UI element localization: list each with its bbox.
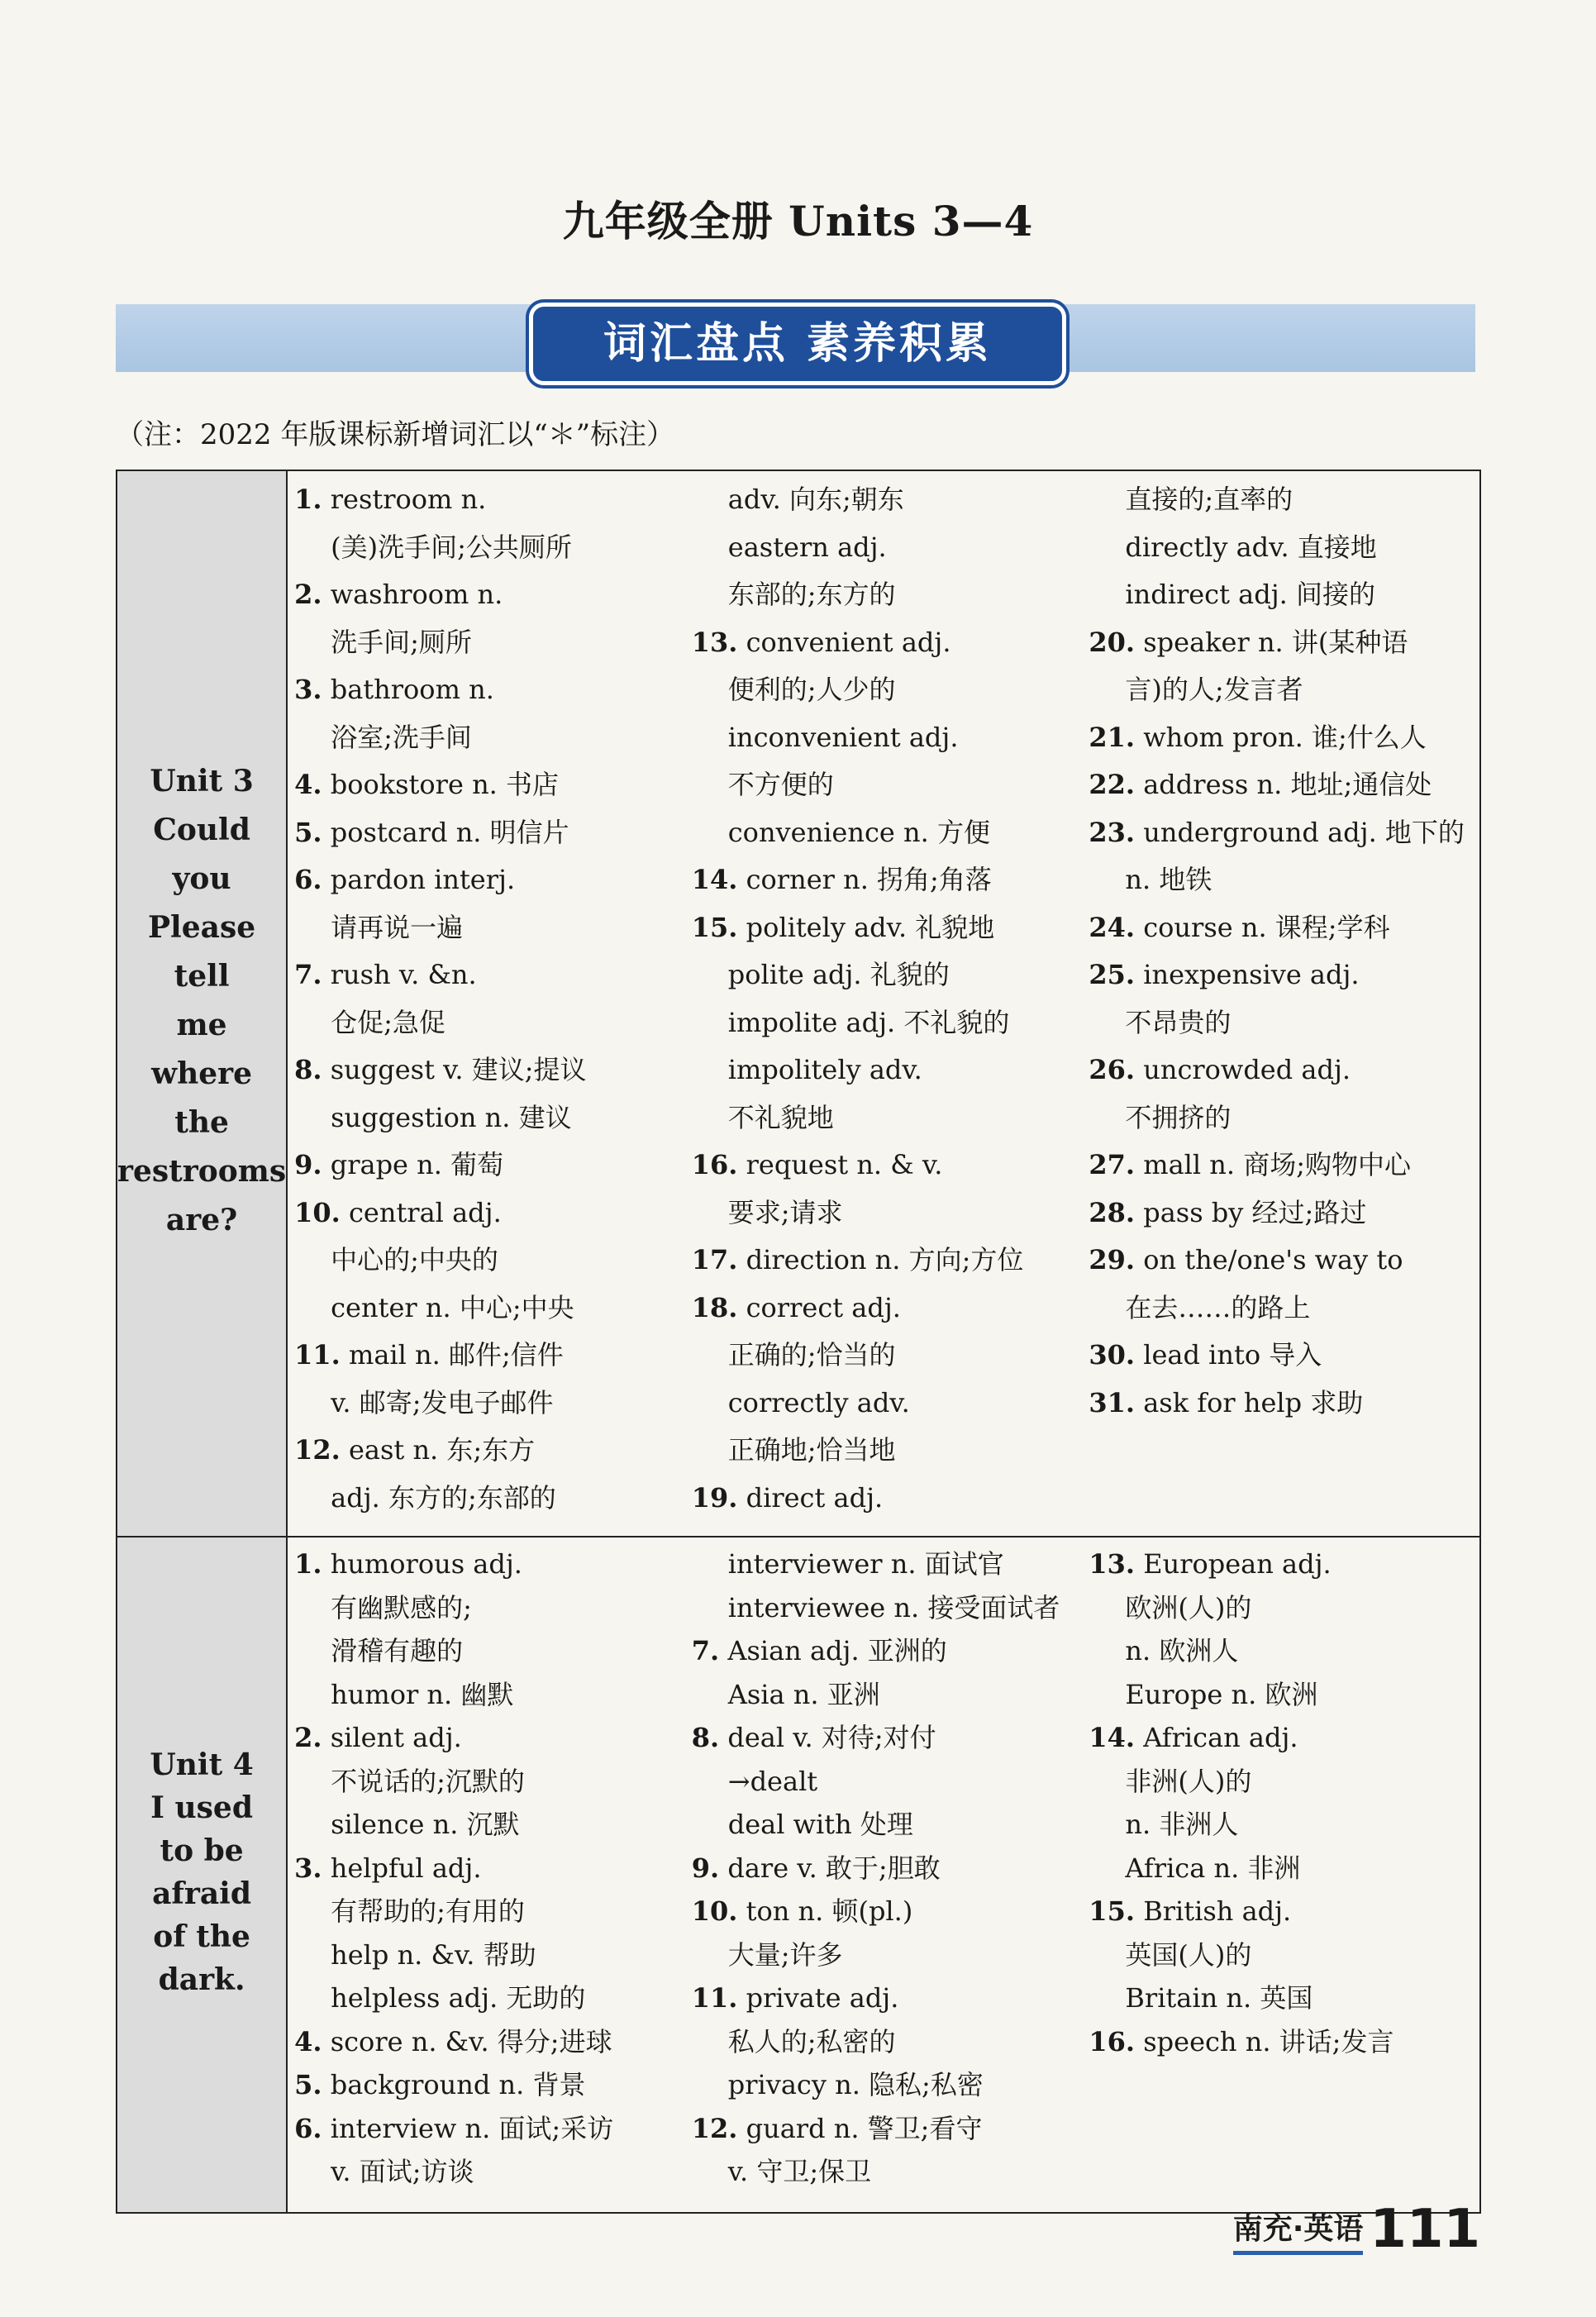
unit4-col2 [685, 1542, 1083, 2212]
vocab-line [692, 1673, 1083, 1717]
vocab-line [294, 2063, 685, 2107]
entry-text: request n. & v. [746, 1149, 943, 1180]
entry-text: Africa n. 非洲 [1125, 1852, 1301, 1884]
entry-number: 8. [294, 1054, 322, 1085]
entry-text: ask for help 求助 [1143, 1386, 1364, 1418]
entry-text: 请再说一遍 [331, 911, 464, 943]
footer-label: 南充·英语 [1233, 2205, 1364, 2255]
entry-number: 4. [294, 2025, 322, 2057]
unit-label-word: where [151, 1056, 253, 1091]
vocab-line [692, 1976, 1083, 2020]
entry-text: silent adj. [330, 1722, 462, 1753]
vocab-line [294, 1189, 685, 1237]
entry-number: 19. [691, 1481, 738, 1514]
entry-number: 3. [294, 674, 322, 705]
entry-text: helpless adj. 无助的 [331, 1982, 586, 2014]
entry-text: 浴室;洗手间 [331, 721, 472, 753]
vocab-table [116, 470, 1481, 2214]
entry-text: 正确地;恰当地 [727, 1434, 896, 1466]
entry-text: n. 非洲人 [1125, 1809, 1239, 1840]
unit4-label [117, 1538, 286, 2207]
unit-label-word: me [176, 1008, 227, 1042]
unit3-vocab-cell [287, 470, 1480, 1537]
vocab-line [294, 2107, 685, 2151]
entry-text: 在去……的路上 [1125, 1291, 1311, 1323]
entry-text: 英国(人)的 [1125, 1938, 1252, 1971]
vocab-line [1089, 1285, 1479, 1333]
vocab-line [294, 856, 685, 904]
vocab-line [294, 1237, 685, 1285]
entry-number: 13. [691, 626, 738, 658]
entry-text: 言)的人;发言者 [1125, 674, 1303, 705]
entry-number: 14. [691, 864, 738, 895]
vocab-line [294, 1285, 685, 1333]
entry-number: 30. [1089, 1339, 1136, 1371]
entry-text: European adj. [1143, 1548, 1332, 1580]
entry-text: correct adj. [746, 1291, 901, 1323]
entry-text: 有幽默感的; [331, 1591, 472, 1623]
vocab-line [692, 1933, 1083, 1977]
entry-text: Asian adj. 亚洲的 [727, 1635, 947, 1666]
entry-text: n. 地铁 [1125, 864, 1212, 895]
vocab-line [1089, 2020, 1479, 2064]
vocab-line [1089, 1046, 1479, 1094]
vocab-line [294, 1976, 685, 2020]
unit3-col3 [1082, 476, 1479, 1536]
entry-number: 18. [691, 1291, 738, 1323]
unit3-label-cell [117, 470, 287, 1537]
entry-text: interviewer n. 面试官 [727, 1548, 1004, 1580]
vocab-line [294, 619, 685, 667]
entry-text: suggest v. 建议;提议 [330, 1054, 587, 1085]
entry-number: 9. [294, 1149, 322, 1180]
vocab-line [294, 666, 685, 714]
vocab-line [1089, 1716, 1479, 1760]
entry-text: bathroom n. [330, 674, 494, 705]
vocab-line [1089, 761, 1479, 809]
entry-text: polite adj. 礼貌的 [727, 959, 950, 990]
entry-number: 9. [691, 1852, 720, 1884]
page-title: 九年级全册 Units 3—4 [562, 197, 1034, 246]
vocab-line [1089, 1189, 1479, 1237]
entry-number: 16. [691, 1149, 738, 1180]
vocab-line [1089, 1380, 1479, 1428]
entry-number: 31. [1089, 1386, 1136, 1418]
entry-text: 有帮助的;有用的 [331, 1895, 525, 1927]
unit3-col2 [685, 476, 1083, 1536]
vocab-line [692, 1475, 1083, 1523]
vocab-line [1089, 1586, 1479, 1630]
vocab-line [294, 1094, 685, 1142]
vocab-line [692, 1542, 1083, 1586]
unit-label-word: restrooms [117, 1154, 287, 1189]
unit3-row [117, 470, 1480, 1537]
entry-text: rush v. &n. [330, 959, 477, 990]
entry-number: 2. [294, 1722, 322, 1753]
vocab-line [692, 1760, 1083, 1804]
entry-text: 不方便的 [727, 769, 834, 800]
unit3-label [117, 471, 286, 1531]
unit-label-word: you [172, 861, 231, 896]
vocab-line [294, 1586, 685, 1630]
entry-text: washroom n. [330, 579, 503, 610]
entry-number: 5. [294, 2069, 322, 2100]
entry-text: on the/one's way to [1143, 1244, 1403, 1275]
entry-text: Europe n. 欧洲 [1125, 1678, 1318, 1710]
entry-number: 2. [294, 579, 322, 610]
vocab-line [692, 2107, 1083, 2151]
unit-label-word: Unit 3 [150, 764, 254, 799]
entry-text: suggestion n. 建议 [331, 1101, 572, 1133]
vocab-line [692, 571, 1083, 619]
entry-text: address n. 地址;通信处 [1143, 769, 1432, 800]
vocab-line [692, 809, 1083, 857]
vocab-line [294, 1046, 685, 1094]
unit-label-word: Please [147, 910, 256, 945]
vocab-line [294, 2020, 685, 2064]
vocab-line [692, 1427, 1083, 1475]
entry-text: →dealt [727, 1765, 818, 1797]
entry-text: indirect adj. 间接的 [1125, 579, 1375, 610]
vocab-line [294, 1380, 685, 1428]
unit3-col1 [288, 476, 685, 1536]
vocab-line [294, 999, 685, 1047]
entry-text: silence n. 沉默 [331, 1809, 520, 1840]
entry-text: 仓促;急促 [331, 1006, 445, 1038]
entry-text: help n. &v. 帮助 [331, 1938, 536, 1971]
unit-label-word: are? [165, 1203, 238, 1237]
vocab-line [294, 1890, 685, 1933]
entry-text: Britain n. 英国 [1125, 1982, 1313, 2014]
vocab-line [1089, 1933, 1479, 1977]
vocab-line [692, 999, 1083, 1047]
unit-label-word: I used [150, 1790, 253, 1825]
vocab-line [1089, 809, 1479, 857]
unit4-row [117, 1537, 1480, 2213]
entry-text: 直接的;直率的 [1125, 484, 1293, 515]
entry-text: impolite adj. 不礼貌的 [727, 1006, 1010, 1038]
entry-text: 正确的;恰当的 [727, 1339, 896, 1371]
entry-number: 7. [691, 1635, 720, 1666]
entry-number: 1. [294, 484, 322, 515]
vocab-line [294, 524, 685, 572]
entry-text: east n. 东;东方 [348, 1434, 536, 1466]
unit-label-word: of the [153, 1919, 250, 1954]
entry-text: 滑稽有趣的 [331, 1635, 464, 1666]
vocab-line [692, 524, 1083, 572]
vocab-line [692, 1285, 1083, 1333]
entry-text: whom pron. 谁;什么人 [1143, 721, 1427, 753]
entry-text: British adj. [1143, 1895, 1292, 1927]
vocab-line [1089, 1332, 1479, 1380]
entry-text: humor n. 幽默 [331, 1678, 514, 1710]
entry-number: 26. [1089, 1054, 1136, 1085]
unit-label-word: the [174, 1105, 229, 1140]
entry-text: lead into 导入 [1143, 1339, 1322, 1371]
entry-text: background n. 背景 [330, 2069, 586, 2100]
entry-text: bookstore n. 书店 [330, 769, 560, 800]
vocab-line [1089, 571, 1479, 619]
entry-text: politely adv. 礼貌地 [746, 911, 995, 943]
vocab-line [1089, 666, 1479, 714]
entry-text: restroom n. [330, 484, 487, 515]
entry-text: African adj. [1143, 1722, 1298, 1753]
vocab-line [692, 1237, 1083, 1285]
entry-text: eastern adj. [727, 531, 887, 563]
entry-text: correctly adv. [727, 1386, 910, 1418]
entry-number: 11. [294, 1339, 341, 1371]
entry-number: 20. [1089, 626, 1136, 658]
entry-text: adv. 向东;朝东 [727, 484, 904, 515]
vocab-line [1089, 1976, 1479, 2020]
entry-text: direction n. 方向;方位 [746, 1244, 1024, 1275]
entry-text: convenience n. 方便 [727, 816, 990, 848]
entry-text: 非洲(人)的 [1125, 1765, 1252, 1797]
entry-text: 大量;许多 [727, 1938, 843, 1971]
vocab-line [692, 714, 1083, 762]
vocab-line [692, 1189, 1083, 1237]
vocab-line [692, 1332, 1083, 1380]
unit-label-word: tell [174, 959, 230, 994]
entry-text: inconvenient adj. [727, 721, 959, 753]
entry-text: 洗手间;厕所 [331, 626, 472, 658]
entry-text: score n. &v. 得分;进球 [330, 2025, 612, 2057]
entry-number: 13. [1089, 1548, 1136, 1580]
entry-text: v. 邮寄;发电子邮件 [331, 1386, 554, 1418]
entry-text: underground adj. 地下的 [1143, 816, 1465, 848]
entry-number: 10. [691, 1895, 738, 1927]
vocab-line [1089, 856, 1479, 904]
vocab-line [692, 1890, 1083, 1933]
entry-text: inexpensive adj. [1143, 959, 1360, 990]
vocab-line [294, 1803, 685, 1847]
entry-text: (美)洗手间;公共厕所 [331, 531, 572, 563]
entry-text: deal v. 对待;对付 [727, 1722, 936, 1753]
vocab-line [294, 1475, 685, 1523]
entry-number: 1. [294, 1548, 322, 1580]
entry-number: 16. [1089, 2025, 1136, 2057]
entry-text: mail n. 邮件;信件 [348, 1339, 564, 1371]
entry-text: uncrowded adj. [1143, 1054, 1351, 1085]
entry-number: 15. [691, 911, 738, 943]
entry-text: v. 守卫;保卫 [727, 2156, 872, 2187]
entry-text: ton n. 顿(pl.) [746, 1895, 913, 1927]
entry-text: mall n. 商场;购物中心 [1143, 1149, 1412, 1180]
vocab-line [692, 619, 1083, 667]
entry-number: 27. [1089, 1149, 1136, 1180]
vocab-line [1089, 951, 1479, 999]
entry-text: interview n. 面试;采访 [330, 2112, 614, 2144]
entry-number: 12. [691, 2112, 738, 2144]
entry-text: convenient adj. [746, 626, 951, 658]
vocab-line [692, 1046, 1083, 1094]
vocab-line [294, 1142, 685, 1189]
entry-text: guard n. 警卫;看守 [746, 2112, 983, 2144]
vocab-line [1089, 904, 1479, 952]
entry-number: 8. [691, 1722, 720, 1753]
vocab-line [1089, 1673, 1479, 1717]
vocab-line [692, 666, 1083, 714]
entry-text: impolitely adv. [727, 1054, 922, 1085]
vocab-line [1089, 999, 1479, 1047]
vocab-line [294, 809, 685, 857]
vocab-line [294, 2150, 685, 2194]
vocab-line [294, 571, 685, 619]
page-number: 111 [1370, 2199, 1480, 2260]
entry-number: 10. [294, 1196, 341, 1228]
vocab-line [294, 904, 685, 952]
vocab-line [294, 1847, 685, 1890]
entry-number: 6. [294, 864, 322, 895]
entry-text: n. 欧洲人 [1125, 1635, 1239, 1666]
entry-text: pass by 经过;路过 [1143, 1196, 1367, 1228]
entry-text: helpful adj. [330, 1852, 482, 1884]
vocab-line [1089, 1890, 1479, 1933]
entry-text: 不说话的;沉默的 [331, 1765, 525, 1797]
vocab-line [1089, 1237, 1479, 1285]
vocab-line [294, 1716, 685, 1760]
page-footer [1233, 2199, 1480, 2260]
entry-number: 5. [294, 816, 322, 848]
entry-text: 中心的;中央的 [331, 1244, 498, 1275]
vocab-line [692, 2063, 1083, 2107]
unit-label-word: to be [160, 1833, 244, 1868]
entry-text: grape n. 葡萄 [330, 1149, 504, 1180]
entry-number: 23. [1089, 816, 1136, 848]
vocab-line [692, 951, 1083, 999]
entry-number: 29. [1089, 1244, 1136, 1275]
entry-text: directly adv. 直接地 [1125, 531, 1377, 563]
vocab-line [294, 761, 685, 809]
entry-number: 15. [1089, 1895, 1136, 1927]
vocab-line [692, 476, 1083, 524]
entry-text: 东部的;东方的 [727, 579, 896, 610]
entry-text: direct adj. [746, 1481, 884, 1514]
section-banner: 词汇盘点 素养积累 [529, 303, 1066, 385]
vocab-line [692, 2020, 1083, 2064]
entry-text: 私人的;私密的 [727, 2025, 896, 2057]
entry-text: postcard n. 明信片 [330, 816, 569, 848]
vocab-line [1089, 1760, 1479, 1804]
vocab-line [1089, 1094, 1479, 1142]
vocab-line [294, 1332, 685, 1380]
vocab-line [1089, 1629, 1479, 1673]
vocab-line [692, 1629, 1083, 1673]
vocab-line [1089, 1542, 1479, 1586]
unit4-label-cell [117, 1537, 287, 2213]
entry-text: 便利的;人少的 [727, 674, 896, 705]
entry-text: dare v. 敢于;胆敢 [727, 1852, 941, 1884]
entry-text: course n. 课程;学科 [1143, 911, 1390, 943]
vocab-line [1089, 619, 1479, 667]
vocab-line [294, 1629, 685, 1673]
entry-number: 4. [294, 769, 322, 800]
entry-text: 不礼貌地 [727, 1101, 834, 1133]
entry-number: 24. [1089, 911, 1136, 943]
vocab-line [1089, 1847, 1479, 1890]
vocab-line [692, 1380, 1083, 1428]
unit-label-word: Could [153, 813, 250, 847]
entry-text: speech n. 讲话;发言 [1143, 2025, 1394, 2057]
vocab-line [1089, 1803, 1479, 1847]
entry-text: central adj. [348, 1196, 502, 1228]
entry-text: speaker n. 讲(某种语 [1143, 626, 1408, 658]
entry-text: interviewee n. 接受面试者 [727, 1591, 1060, 1623]
entry-text: pardon interj. [330, 864, 516, 895]
vocab-line [1089, 714, 1479, 762]
entry-number: 6. [294, 2112, 322, 2144]
entry-number: 25. [1089, 959, 1136, 990]
unit-label-word: dark. [158, 1962, 245, 1997]
unit4-col3 [1082, 1542, 1479, 2212]
unit4-col1 [288, 1542, 685, 2212]
entry-number: 12. [294, 1434, 341, 1466]
entry-text: privacy n. 隐私;私密 [727, 2069, 984, 2100]
vocab-line [294, 1427, 685, 1475]
entry-number: 28. [1089, 1196, 1136, 1228]
vocab-line [692, 2150, 1083, 2194]
entry-text: deal with 处理 [727, 1809, 913, 1840]
entry-number: 21. [1089, 721, 1136, 753]
entry-number: 7. [294, 959, 322, 990]
vocab-line [692, 1142, 1083, 1189]
entry-text: humorous adj. [330, 1548, 522, 1580]
entry-text: private adj. [746, 1982, 899, 2014]
entry-text: center n. 中心;中央 [331, 1291, 574, 1323]
entry-text: 不拥挤的 [1125, 1101, 1232, 1133]
note: （注：2022 年版课标新增词汇以“＊”标注） [116, 418, 675, 451]
vocab-line [692, 1716, 1083, 1760]
entry-text: 欧洲(人)的 [1125, 1591, 1252, 1623]
unit-label-word: afraid [152, 1876, 252, 1911]
vocab-line [692, 761, 1083, 809]
entry-number: 22. [1089, 769, 1136, 800]
vocab-line [294, 1673, 685, 1717]
vocab-line [1089, 476, 1479, 524]
vocab-line [294, 476, 685, 524]
entry-number: 14. [1089, 1722, 1136, 1753]
entry-text: 不昂贵的 [1125, 1006, 1232, 1038]
vocab-line [692, 1586, 1083, 1630]
vocab-line [294, 1542, 685, 1586]
entry-number: 17. [691, 1244, 738, 1275]
vocab-line [294, 1760, 685, 1804]
unit-label-word: Unit 4 [150, 1747, 254, 1782]
unit4-vocab-cell [287, 1537, 1480, 2213]
vocab-line [692, 904, 1083, 952]
entry-text: Asia n. 亚洲 [727, 1678, 880, 1710]
vocab-line [692, 1094, 1083, 1142]
vocab-line [294, 714, 685, 762]
vocab-line [692, 1803, 1083, 1847]
vocab-line [1089, 1142, 1479, 1189]
entry-text: adj. 东方的;东部的 [331, 1481, 556, 1514]
vocab-line [692, 1847, 1083, 1890]
entry-text: 要求;请求 [727, 1196, 843, 1228]
entry-text: v. 面试;访谈 [331, 2156, 474, 2187]
vocab-line [1089, 524, 1479, 572]
entry-number: 11. [691, 1982, 738, 2014]
vocab-line [692, 856, 1083, 904]
vocab-line [294, 1933, 685, 1977]
entry-number: 3. [294, 1852, 322, 1884]
entry-text: corner n. 拐角;角落 [746, 864, 992, 895]
vocab-line [294, 951, 685, 999]
